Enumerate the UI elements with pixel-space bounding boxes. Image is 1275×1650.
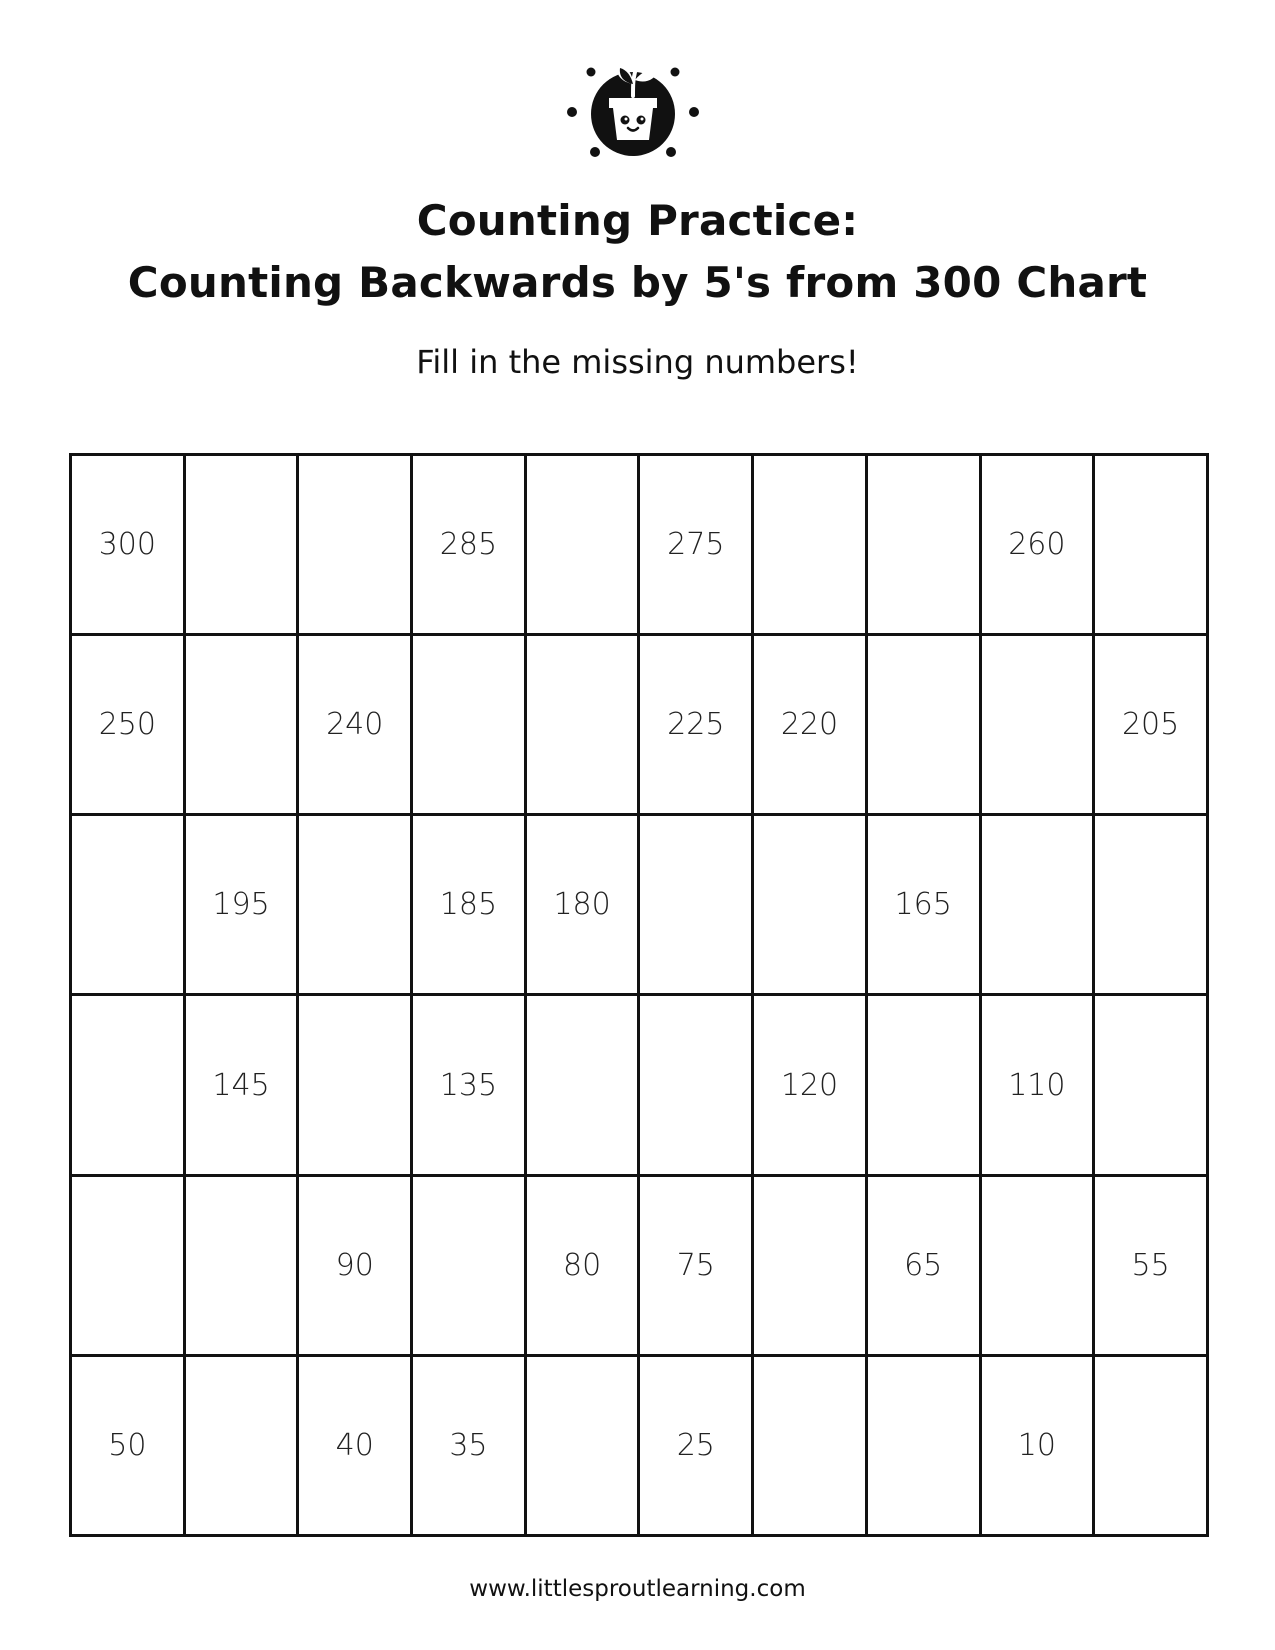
chart-row	[71, 635, 1208, 815]
chart-cell: 25	[639, 1355, 753, 1535]
website-footer: www.littlesproutlearning.com	[469, 1576, 806, 1602]
chart-cell-blank[interactable]	[525, 635, 639, 815]
chart-cell-blank[interactable]	[753, 455, 867, 635]
chart-cell: 185	[412, 815, 526, 995]
chart-cell-blank[interactable]	[866, 995, 980, 1175]
chart-cell: 75	[639, 1175, 753, 1355]
chart-row	[71, 1355, 1208, 1535]
chart-cell: 10	[980, 1355, 1094, 1535]
chart-cell-blank[interactable]	[184, 1355, 298, 1535]
number-chart	[69, 453, 1209, 1537]
chart-row	[71, 1175, 1208, 1355]
instruction-text: Fill in the missing numbers!	[416, 343, 859, 381]
chart-cell: 250	[71, 635, 185, 815]
chart-cell-blank[interactable]	[1094, 815, 1208, 995]
chart-cell-blank[interactable]	[184, 1175, 298, 1355]
chart-cell: 120	[753, 995, 867, 1175]
page-title-line2: Counting Backwards by 5's from 300 Chart	[127, 258, 1148, 307]
chart-cell: 220	[753, 635, 867, 815]
chart-cell: 180	[525, 815, 639, 995]
page-title-line1: Counting Practice:	[416, 196, 859, 245]
chart-cell: 165	[866, 815, 980, 995]
chart-cell-blank[interactable]	[71, 815, 185, 995]
chart-cell-blank[interactable]	[1094, 1355, 1208, 1535]
chart-cell-blank[interactable]	[753, 1355, 867, 1535]
chart-cell-blank[interactable]	[525, 455, 639, 635]
chart-cell-blank[interactable]	[753, 815, 867, 995]
chart-row	[71, 455, 1208, 635]
chart-cell-blank[interactable]	[980, 815, 1094, 995]
chart-cell: 110	[980, 995, 1094, 1175]
chart-cell-blank[interactable]	[980, 635, 1094, 815]
chart-cell-blank[interactable]	[753, 1175, 867, 1355]
chart-cell: 50	[71, 1355, 185, 1535]
chart-cell: 240	[298, 635, 412, 815]
chart-cell: 225	[639, 635, 753, 815]
chart-cell-blank[interactable]	[184, 455, 298, 635]
chart-row	[71, 815, 1208, 995]
chart-cell-blank[interactable]	[866, 1355, 980, 1535]
chart-cell-blank[interactable]	[412, 635, 526, 815]
chart-cell-blank[interactable]	[639, 815, 753, 995]
chart-cell: 80	[525, 1175, 639, 1355]
chart-cell-blank[interactable]	[184, 635, 298, 815]
chart-cell-blank[interactable]	[980, 1175, 1094, 1355]
chart-cell: 205	[1094, 635, 1208, 815]
chart-cell: 300	[71, 455, 185, 635]
chart-cell-blank[interactable]	[298, 455, 412, 635]
chart-cell: 145	[184, 995, 298, 1175]
chart-cell: 135	[412, 995, 526, 1175]
chart-cell-blank[interactable]	[639, 995, 753, 1175]
chart-cell-blank[interactable]	[866, 455, 980, 635]
chart-cell-blank[interactable]	[71, 1175, 185, 1355]
chart-cell-blank[interactable]	[866, 635, 980, 815]
chart-cell-blank[interactable]	[298, 815, 412, 995]
chart-cell-blank[interactable]	[1094, 995, 1208, 1175]
chart-cell: 195	[184, 815, 298, 995]
chart-cell-blank[interactable]	[525, 1355, 639, 1535]
chart-cell-blank[interactable]	[525, 995, 639, 1175]
chart-cell: 275	[639, 455, 753, 635]
chart-cell: 260	[980, 455, 1094, 635]
chart-cell: 55	[1094, 1175, 1208, 1355]
chart-row	[71, 995, 1208, 1175]
chart-cell: 285	[412, 455, 526, 635]
chart-cell: 40	[298, 1355, 412, 1535]
sprout-pot-logo-icon	[563, 52, 703, 168]
chart-cell: 35	[412, 1355, 526, 1535]
chart-cell: 90	[298, 1175, 412, 1355]
chart-cell-blank[interactable]	[71, 995, 185, 1175]
chart-cell: 65	[866, 1175, 980, 1355]
chart-cell-blank[interactable]	[412, 1175, 526, 1355]
chart-cell-blank[interactable]	[298, 995, 412, 1175]
chart-cell-blank[interactable]	[1094, 455, 1208, 635]
